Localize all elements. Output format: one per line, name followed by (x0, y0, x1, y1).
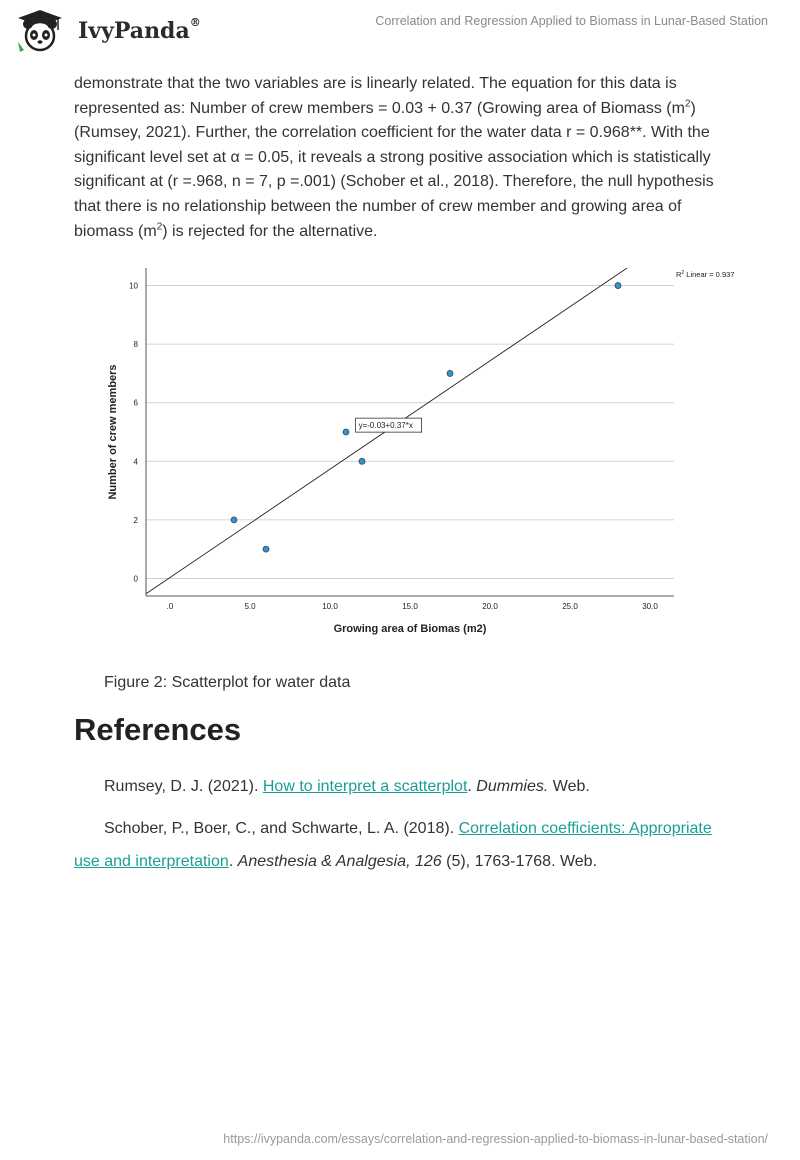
figure-caption: Figure 2: Scatterplot for water data (104, 674, 351, 691)
paragraph-segment-1: demonstrate that the two variables are is linearly related. The equation for this data is represented as: Number of crew members = 0.03 + 0.37 (Growing area of Biomass (m (74, 75, 685, 117)
x-tick-label: 30.0 (642, 602, 658, 611)
reference-tail: (5), 1763-1768. Web. (441, 853, 598, 870)
paragraph-text (74, 72, 724, 244)
brand-name: IvyPanda (78, 18, 190, 44)
y-tick-label: 8 (133, 340, 138, 350)
x-tick-label: 20.0 (482, 602, 498, 611)
reference-authors: Schober, P., Boer, C., and Schwarte, L. A. (2018). (104, 820, 459, 837)
data-point (359, 458, 365, 464)
running-title: Correlation and Regression Applied to Biomass in Lunar-Based Station (375, 14, 768, 28)
data-point (231, 517, 237, 523)
x-tick-label: .0 (166, 602, 174, 611)
y-tick-label: 0 (133, 574, 138, 584)
data-point (343, 429, 349, 435)
reference-link[interactable]: How to interpret a scatterplot (262, 778, 468, 795)
data-point (263, 546, 269, 552)
x-tick-label: 15.0 (402, 602, 418, 611)
superscript-2: 2 (684, 98, 691, 110)
x-tick-label: 10.0 (322, 602, 338, 611)
data-point (447, 370, 453, 376)
references-heading: References (74, 712, 242, 747)
scatterplot-chart (96, 258, 786, 648)
brand-registered-mark: ® (189, 16, 201, 29)
reference-punct: . (467, 778, 477, 795)
reference-source: Dummies. (476, 778, 549, 795)
panda-graduation-cap-icon[interactable] (14, 8, 66, 54)
y-tick-label: 4 (133, 457, 138, 467)
data-point (615, 283, 621, 289)
page-header (0, 0, 800, 60)
reference-punct: . (228, 853, 238, 870)
reference-item (74, 770, 734, 803)
paragraph-segment-3: ) is rejected for the alternative. (162, 222, 378, 240)
body-paragraph (74, 72, 724, 244)
footer-url[interactable]: https://ivypanda.com/essays/correlation-and-regression-applied-to-biomass-in-lunar-based-station/ (223, 1132, 768, 1146)
x-axis-label: Growing area of Biomas (m2) (333, 623, 487, 635)
y-tick-label: 10 (129, 281, 138, 291)
paragraph-segment-2: ) (Rumsey, 2021). Further, the correlation coefficient for the water data r = 0.968**. With the significant level set at α = 0.05, it reveals a strong positive association which is statistically significant at (r =.968, n = 7, p =.001) (Schober et al., 2018). Therefore, the null hypothesis that there is no relationship between the number of crew member and growing area of biomass (m (74, 99, 714, 240)
r-squared-label: $R^2$ Linear = 0.937 (676, 270, 735, 279)
brand-logo[interactable] (78, 18, 201, 44)
reference-item (74, 812, 734, 878)
x-tick-label: 5.0 (244, 602, 256, 611)
y-tick-label: 6 (133, 398, 138, 408)
reference-authors: Rumsey, D. J. (2021). (104, 778, 263, 795)
fit-equation-label: y=-0.03+0.37*x (358, 421, 413, 431)
superscript-2: 2 (156, 221, 163, 233)
reference-source: Anesthesia & Analgesia, 126 (237, 853, 442, 870)
x-tick-label: 25.0 (562, 602, 578, 611)
y-tick-label: 2 (133, 515, 138, 525)
reference-tail: Web. (548, 778, 590, 795)
y-axis-label: Number of crew members (107, 364, 119, 500)
reference-link[interactable]: Correlation coefficients: Appropriate use and interpretation (74, 820, 712, 870)
